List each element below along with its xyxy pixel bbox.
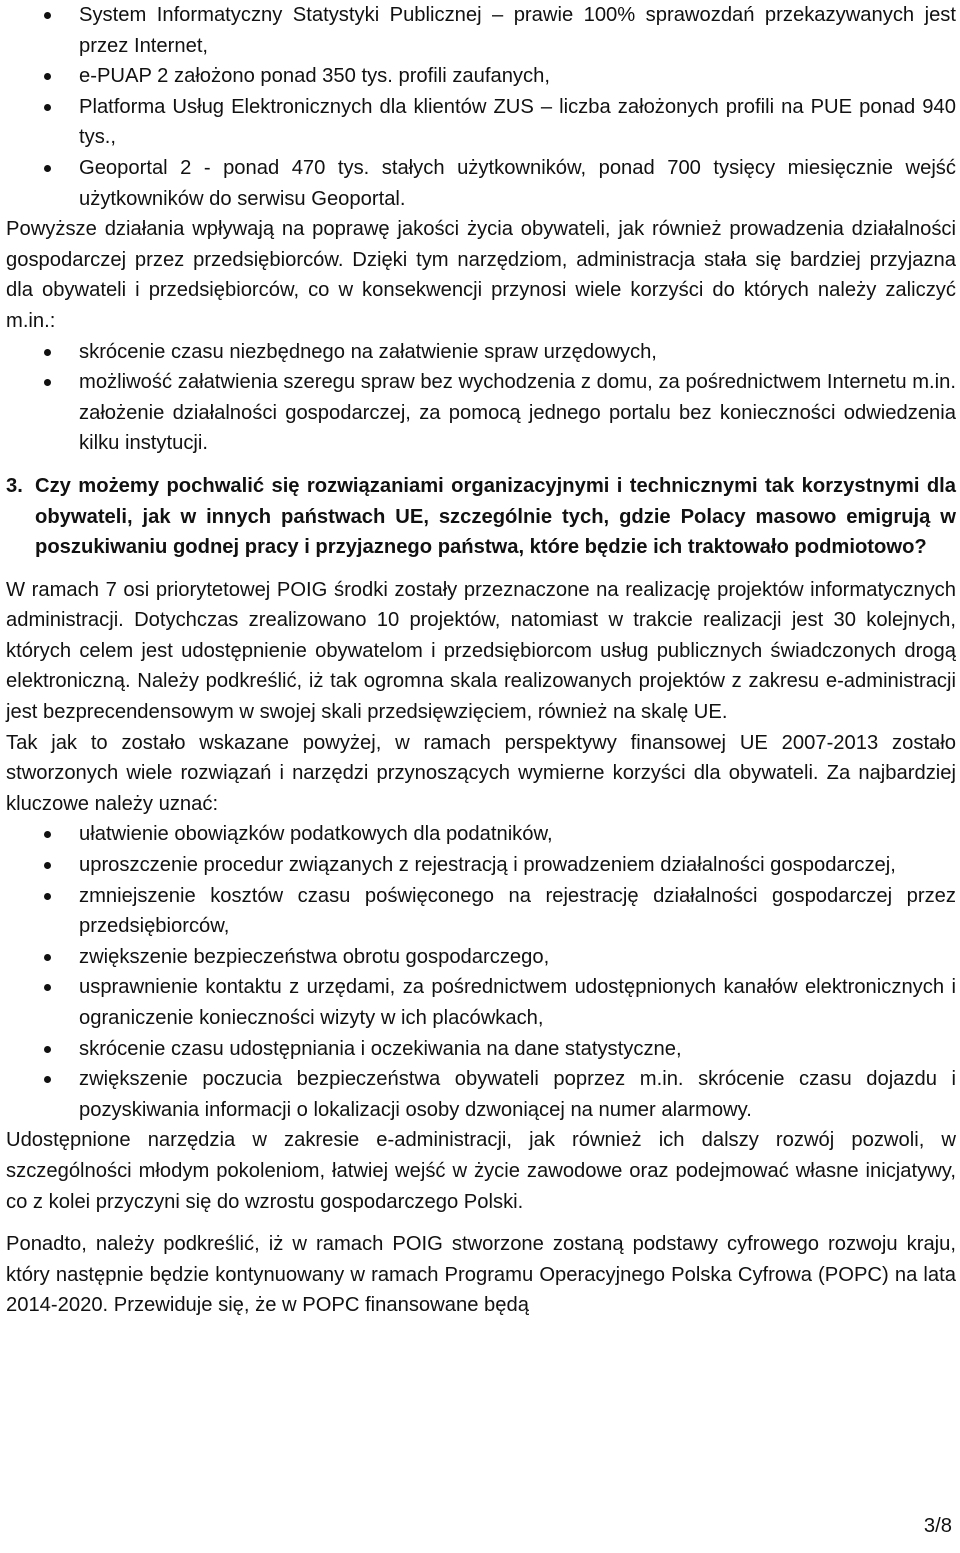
page-number: 3/8 — [923, 1515, 952, 1537]
list-item-text: zwiększenie bezpieczeństwa obrotu gospodarczego, — [79, 945, 550, 968]
list-item — [6, 0, 956, 61]
bullet-list-bottom — [6, 819, 956, 1125]
question-number: 3. — [6, 474, 23, 497]
bullet-icon — [44, 893, 51, 900]
list-item — [6, 881, 956, 942]
list-item — [6, 850, 956, 881]
list-item — [6, 942, 956, 973]
list-item — [6, 367, 956, 459]
list-item — [6, 972, 956, 1033]
list-item-text: Geoportal 2 - ponad 470 tys. stałych użytkowników, ponad 700 tysięcy miesięcznie wejść użytkowników do serwisu Geoportal. — [79, 156, 956, 210]
paragraph-poig: W ramach 7 osi priorytetowej POIG środki zostały przeznaczone na realizację projektów informatycznych administracji. Dotychczas zrealizowano 10 projektów, natomiast w trakcie realizacji jest 30 kolejnych, których celem jest udostępnienie obywatelom i przedsiębiorcom usług publicznych świadczonych drogą elektroniczną. Należy podkreślić, iż tak ogromna skala realizowanych projektów z zakresu e-administracji jest bezprecendensowym w swojej skali przedsięwzięciem, również na skalę UE. — [6, 578, 956, 724]
bullet-icon — [44, 862, 51, 869]
bullet-icon — [44, 165, 51, 172]
list-item-text: ułatwienie obowiązków podatkowych dla podatników, — [79, 823, 553, 846]
list-item — [6, 61, 956, 92]
list-item — [6, 1034, 956, 1065]
list-item — [6, 337, 956, 368]
bullet-icon — [44, 1076, 51, 1083]
list-item-text: możliwość załatwienia szeregu spraw bez wychodzenia z domu, za pośrednictwem Internetu m.in. założenie działalności gospodarczej, za pomocą jednego portalu bez konieczności odwiedzenia kilku instytucji. — [79, 371, 956, 455]
paragraph-popc: Ponadto, należy podkreślić, iż w ramach POIG stworzone zostaną podstawy cyfrowego rozwoju kraju, który następnie będzie kontynuowany w ramach Programu Operacyjnego Polska Cyfrowa (POPC) na lata 2014-2020. Przewiduje się, że w POPC finansowane będą — [6, 1233, 956, 1317]
list-item-text: uproszczenie procedur związanych z rejestracją i prowadzeniem działalności gospodarczej, — [79, 854, 896, 877]
paragraph-solutions-intro: Tak jak to zostało wskazane powyżej, w ramach perspektywy finansowej UE 2007-2013 zostało stworzonych wiele rozwiązań i narzędzi przynoszących wymierne korzyści dla obywateli. Za najbardziej kluczowe należy uznać: — [6, 731, 956, 815]
paragraph-tools-development: Udostępnione narzędzia w zakresie e-administracji, jak również ich dalszy rozwój pozwoli, w szczególności młodym pokoleniom, łatwiej wejść w życie zawodowe oraz podejmować własne inicjatywy, co z kolei przyczyni się do wzrostu gospodarczego Polski. — [6, 1129, 956, 1213]
document-page — [6, 0, 956, 1321]
bullet-icon — [44, 1046, 51, 1053]
list-item-text: skrócenie czasu niezbędnego na załatwienie spraw urzędowych, — [79, 340, 657, 363]
list-item — [6, 819, 956, 850]
list-item-text: usprawnienie kontaktu z urzędami, za pośrednictwem udostępnionych kanałów elektronicznych i ograniczenie konieczności wizyty w ich placówkach, — [79, 976, 956, 1029]
list-item-text: Platforma Usług Elektronicznych dla klientów ZUS – liczba założonych profili na PUE ponad 940 tys., — [79, 95, 956, 149]
list-item-text: zwiększenie poczucia bezpieczeństwa obywateli poprzez m.in. skrócenie czasu dojazdu i pozyskiwania informacji o lokalizacji osoby dzwoniącej na numer alarmowy. — [79, 1068, 956, 1121]
bullet-icon — [44, 349, 51, 356]
bullet-icon — [44, 831, 51, 838]
bullet-icon — [44, 73, 51, 80]
bullet-icon — [44, 379, 51, 386]
list-item-text: zmniejszenie kosztów czasu poświęconego na rejestrację działalności gospodarczej przez przedsiębiorców, — [79, 884, 956, 938]
list-item — [6, 1064, 956, 1125]
bullet-icon — [44, 12, 51, 19]
list-item — [6, 92, 956, 153]
question-text: Czy możemy pochwalić się rozwiązaniami organizacyjnymi i technicznymi tak korzystnymi dla obywateli, jak w innych państwach UE, szczególnie tych, gdzie Polacy masowo emigrują w poszukiwaniu godnej pracy i przyjaznego państwa, które będzie ich traktowało podmiotowo? — [35, 474, 956, 559]
paragraph-benefits-intro: Powyższe działania wpływają na poprawę jakości życia obywateli, jak również prowadzenia działalności gospodarczej przez przedsiębiorców. Dzięki tym narzędziom, administracja stała się bardziej przyjazna dla obywateli i przedsiębiorców, co w konsekwencji przynosi wiele korzyści do których należy zaliczyć m.in.: — [6, 218, 956, 332]
list-item — [6, 153, 956, 214]
bullet-icon — [44, 954, 51, 961]
list-item-text: System Informatyczny Statystyki Publicznej – prawie 100% sprawozdań przekazywanych jest przez Internet, — [79, 4, 956, 57]
bullet-icon — [44, 104, 51, 111]
question-heading — [6, 471, 956, 563]
list-item-text: e-PUAP 2 założono ponad 350 tys. profili zaufanych, — [79, 65, 550, 88]
bullet-icon — [44, 984, 51, 991]
bullet-list-middle — [6, 337, 956, 459]
list-item-text: skrócenie czasu udostępniania i oczekiwania na dane statystyczne, — [79, 1037, 682, 1060]
bullet-list-top — [6, 0, 956, 214]
